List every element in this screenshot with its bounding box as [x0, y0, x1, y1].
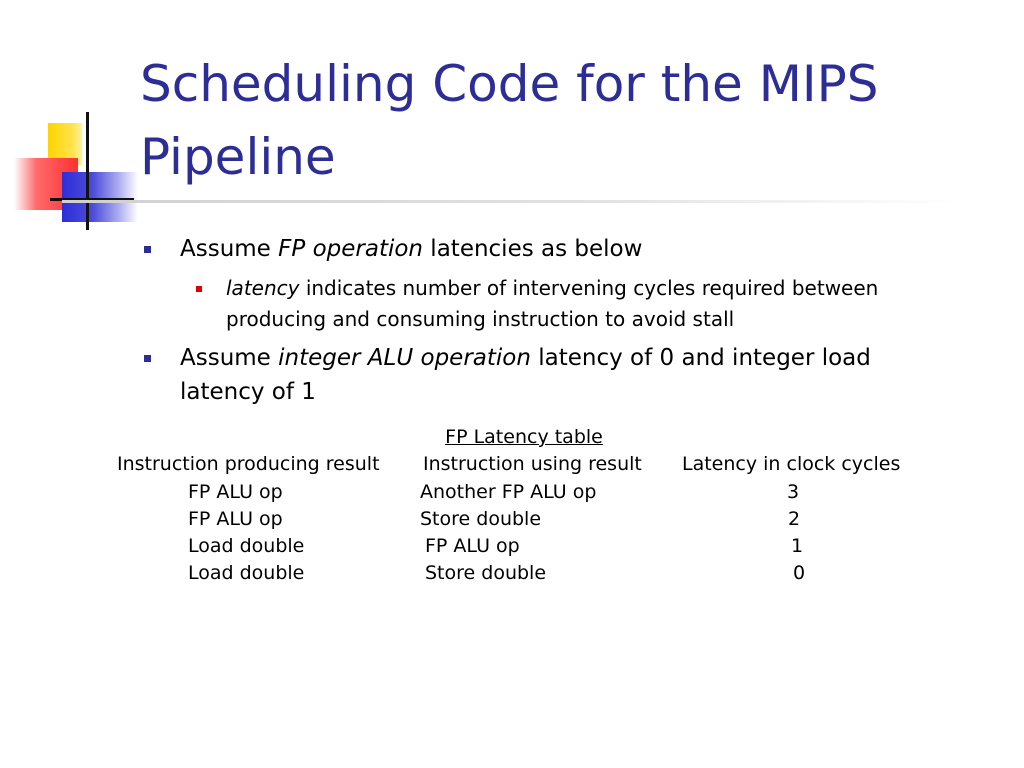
- table-header-producing: Instruction producing result: [117, 453, 380, 475]
- subbullet-emphasis: latency: [226, 276, 300, 300]
- title-line-1: Scheduling Code for the MIPS: [140, 55, 879, 113]
- bullet-emphasis: FP operation: [278, 236, 423, 262]
- subbullet-text-line2: producing and consuming instruction to avoid stall: [226, 307, 735, 331]
- title-line-2: Pipeline: [140, 128, 336, 186]
- table-cell: FP ALU op: [188, 508, 283, 530]
- table-cell: Load double: [188, 535, 305, 557]
- bullet-text: latency of 0 and integer load: [530, 345, 871, 371]
- table-cell: 0: [793, 562, 806, 584]
- blue-square: [62, 172, 138, 222]
- bullet-fp-operation: [180, 232, 980, 266]
- table-header-latency: Latency in clock cycles: [682, 453, 901, 475]
- bullet-text: latencies as below: [423, 236, 643, 262]
- vertical-line: [86, 112, 89, 230]
- table-cell: 3: [787, 481, 800, 503]
- bullet-integer-alu: [180, 341, 980, 409]
- title-underline-rule: [62, 200, 962, 203]
- slide-title: [140, 48, 1000, 194]
- table-cell: Store double: [425, 562, 547, 584]
- table-cell: Store double: [420, 508, 542, 530]
- table-title: FP Latency table: [445, 426, 603, 448]
- subbullet-marker: [196, 286, 202, 292]
- table-cell: 1: [791, 535, 804, 557]
- table-cell: FP ALU op: [188, 481, 283, 503]
- bullet-marker: [144, 355, 151, 362]
- decorative-logo-block: [0, 0, 150, 240]
- subbullet-latency: [226, 273, 986, 335]
- table-cell: 2: [788, 508, 801, 530]
- table-header-using: Instruction using result: [423, 453, 642, 475]
- bullet-marker: [144, 246, 151, 253]
- table-cell: Load double: [188, 562, 305, 584]
- bullet-text-line2: latency of 1: [180, 379, 316, 405]
- subbullet-text: indicates number of intervening cycles required between: [299, 276, 879, 300]
- bullet-text: Assume: [180, 345, 279, 371]
- bullet-emphasis: integer ALU operation: [278, 345, 531, 371]
- table-cell: Another FP ALU op: [420, 481, 597, 503]
- table-cell: FP ALU op: [425, 535, 520, 557]
- bullet-text: Assume: [180, 236, 279, 262]
